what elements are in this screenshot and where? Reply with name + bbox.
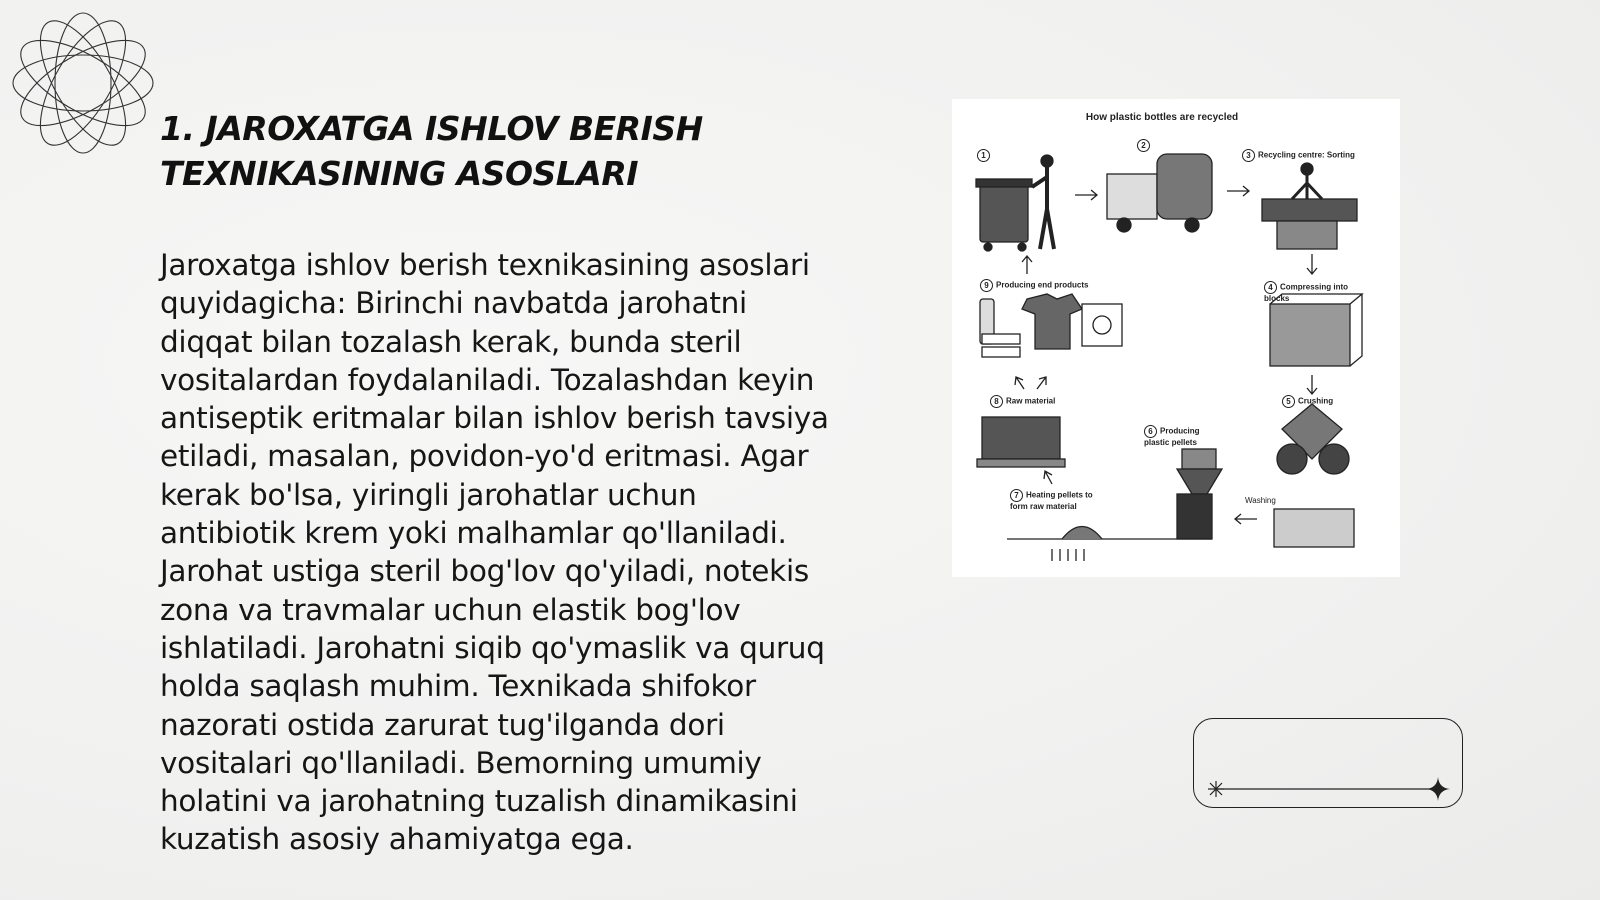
- figure-title: How plastic bottles are recycled: [1085, 112, 1239, 123]
- step-1-number: 1: [977, 149, 990, 162]
- step-8-number: 8: [990, 395, 1003, 408]
- step-6-label: [1144, 425, 1224, 447]
- step-5-text: Crushing: [1298, 396, 1334, 406]
- step-8-text: Raw material: [1006, 396, 1056, 406]
- step-9-label: [980, 279, 1088, 292]
- step-7-text: Heating pellets to form raw material: [1010, 490, 1093, 511]
- step-4-label: [1264, 281, 1354, 303]
- sparkle-icon: [1208, 781, 1224, 797]
- step-9-text: Producing end products: [996, 280, 1089, 290]
- timeline-line: [1194, 719, 1464, 809]
- step-7-number: 7: [1010, 489, 1023, 502]
- step-9-number: 9: [980, 279, 993, 292]
- step-7-label: [1010, 489, 1110, 511]
- step-5-label: [1282, 395, 1333, 408]
- step-3-text: Recycling centre: Sorting: [1258, 150, 1355, 160]
- step-5-number: 5: [1282, 395, 1295, 408]
- orbit-rings-icon: [8, 8, 158, 158]
- step-3-label: [1242, 149, 1355, 162]
- step-2-number: 2: [1137, 139, 1150, 152]
- slide-title: 1. JAROXATGA ISHLOV BERISH TEXNIKASINING ASOSLARI: [160, 109, 703, 193]
- four-point-star-icon: [1426, 777, 1450, 801]
- step-6-number: 6: [1144, 425, 1157, 438]
- timeline-box: [1193, 718, 1463, 808]
- step-3-number: 3: [1242, 149, 1255, 162]
- step-4-text: Compressing into blocks: [1264, 282, 1349, 303]
- step-1-label: [977, 149, 993, 162]
- slide-body-text: Jaroxatga ishlov berish texnikasining asoslari quyidagicha: Birinchi navbatda jarohatni diqqat bilan tozalash kerak, bunda steril vositalardan foydalaniladi. Tozalashdan keyin antiseptik eritmalar bilan ishlov berish tavsiya etiladi, masalan, povidon-yo'd eritmasi. Agar kerak bo'lsa, yiringli jarohatlar uchun antibiotik krem yoki malhamlar qo'llaniladi. Jarohat ustiga steril bog'lov qo'yiladi, notekis zona va travmalar uchun elastik bog'lov ishlatiladi. Jarohatni siqib qo'ymaslik va quruq holda saqlash muhim. Texnikada shifokor nazorati ostida zarurat tug'ilganda dori vositalari qo'llaniladi. Bemorning umumiy holatini va jarohatning tuzalish dinamikasini kuzatish asosiy ahamiyatga ega.: [160, 248, 829, 857]
- step-6-text: Producing plastic pellets: [1144, 426, 1200, 447]
- step-8-label: [990, 395, 1055, 408]
- step-2-label: [1137, 139, 1153, 152]
- recycling-figure: [952, 99, 1400, 577]
- step-4-number: 4: [1264, 281, 1277, 294]
- washing-label: Washing: [1245, 496, 1276, 505]
